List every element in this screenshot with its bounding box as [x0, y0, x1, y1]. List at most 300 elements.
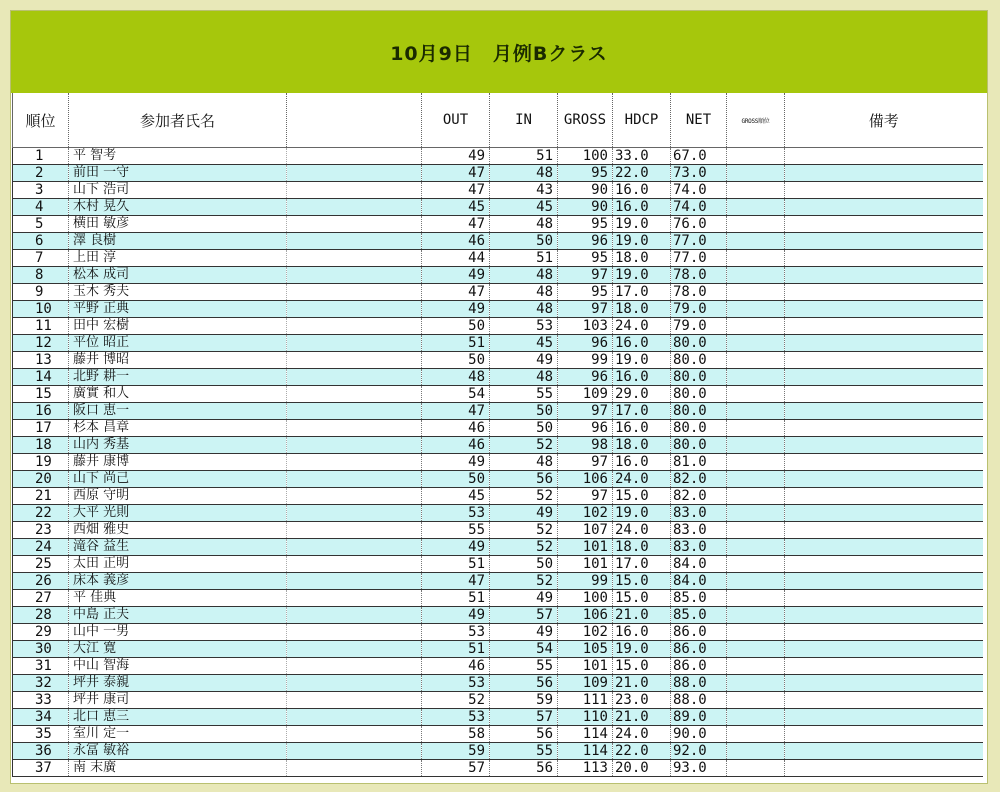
- cell-out: 58: [422, 726, 490, 743]
- results-sheet: [10, 10, 988, 784]
- cell-spacer: [287, 250, 422, 267]
- cell-rank: 31: [13, 658, 69, 675]
- cell-name: 大江 寛: [69, 641, 287, 658]
- table-row: [13, 233, 983, 250]
- cell-hdcp: 17.0: [613, 284, 671, 301]
- cell-spacer: [287, 335, 422, 352]
- cell-net: 78.0: [671, 284, 727, 301]
- cell-rank: 13: [13, 352, 69, 369]
- cell-gross-rank: [727, 335, 785, 352]
- cell-name: 横田 敏彦: [69, 216, 287, 233]
- cell-net: 73.0: [671, 165, 727, 182]
- cell-hdcp: 18.0: [613, 301, 671, 318]
- cell-net: 80.0: [671, 335, 727, 352]
- cell-gross-rank: [727, 624, 785, 641]
- cell-gross-rank: [727, 165, 785, 182]
- cell-spacer: [287, 709, 422, 726]
- cell-in: 50: [490, 233, 558, 250]
- cell-gross-rank: [727, 658, 785, 675]
- cell-spacer: [287, 522, 422, 539]
- header-net: NET: [671, 93, 727, 148]
- cell-gross: 90: [558, 182, 613, 199]
- cell-net: 80.0: [671, 403, 727, 420]
- cell-gross: 110: [558, 709, 613, 726]
- cell-hdcp: 24.0: [613, 726, 671, 743]
- cell-notes: [785, 760, 983, 777]
- cell-hdcp: 18.0: [613, 250, 671, 267]
- cell-in: 52: [490, 573, 558, 590]
- cell-notes: [785, 386, 983, 403]
- cell-in: 57: [490, 709, 558, 726]
- cell-rank: 32: [13, 675, 69, 692]
- cell-rank: 16: [13, 403, 69, 420]
- table-row: [13, 658, 983, 675]
- cell-out: 49: [422, 607, 490, 624]
- cell-hdcp: 23.0: [613, 692, 671, 709]
- cell-notes: [785, 437, 983, 454]
- cell-gross-rank: [727, 403, 785, 420]
- table-row: [13, 675, 983, 692]
- table-row: [13, 437, 983, 454]
- cell-spacer: [287, 216, 422, 233]
- cell-in: 52: [490, 488, 558, 505]
- cell-spacer: [287, 165, 422, 182]
- cell-name: 玉木 秀夫: [69, 284, 287, 301]
- cell-net: 77.0: [671, 233, 727, 250]
- cell-name: 滝谷 益生: [69, 539, 287, 556]
- cell-out: 46: [422, 233, 490, 250]
- cell-notes: [785, 352, 983, 369]
- cell-notes: [785, 335, 983, 352]
- header-name: 参加者氏名: [69, 93, 287, 148]
- cell-out: 47: [422, 403, 490, 420]
- cell-net: 83.0: [671, 522, 727, 539]
- table-row: [13, 250, 983, 267]
- cell-hdcp: 24.0: [613, 318, 671, 335]
- cell-net: 83.0: [671, 505, 727, 522]
- cell-in: 52: [490, 522, 558, 539]
- cell-in: 57: [490, 607, 558, 624]
- cell-gross: 97: [558, 403, 613, 420]
- cell-in: 43: [490, 182, 558, 199]
- cell-name: 藤井 康博: [69, 454, 287, 471]
- cell-spacer: [287, 658, 422, 675]
- cell-gross: 97: [558, 267, 613, 284]
- cell-out: 49: [422, 301, 490, 318]
- cell-hdcp: 15.0: [613, 658, 671, 675]
- cell-name: 山下 浩司: [69, 182, 287, 199]
- header-notes: 備考: [785, 93, 983, 148]
- cell-gross-rank: [727, 250, 785, 267]
- cell-in: 55: [490, 386, 558, 403]
- cell-out: 53: [422, 675, 490, 692]
- cell-notes: [785, 403, 983, 420]
- table-row: [13, 165, 983, 182]
- cell-spacer: [287, 199, 422, 216]
- table-row: [13, 335, 983, 352]
- cell-net: 85.0: [671, 590, 727, 607]
- cell-net: 67.0: [671, 148, 727, 165]
- cell-hdcp: 33.0: [613, 148, 671, 165]
- cell-gross: 95: [558, 165, 613, 182]
- cell-rank: 37: [13, 760, 69, 777]
- cell-gross: 103: [558, 318, 613, 335]
- table-row: [13, 454, 983, 471]
- cell-in: 56: [490, 726, 558, 743]
- cell-notes: [785, 318, 983, 335]
- cell-name: 太田 正明: [69, 556, 287, 573]
- cell-hdcp: 15.0: [613, 488, 671, 505]
- cell-rank: 28: [13, 607, 69, 624]
- cell-spacer: [287, 420, 422, 437]
- cell-in: 49: [490, 505, 558, 522]
- cell-out: 49: [422, 539, 490, 556]
- cell-gross-rank: [727, 488, 785, 505]
- cell-notes: [785, 148, 983, 165]
- cell-out: 52: [422, 692, 490, 709]
- cell-net: 88.0: [671, 692, 727, 709]
- cell-spacer: [287, 607, 422, 624]
- cell-notes: [785, 284, 983, 301]
- cell-in: 49: [490, 352, 558, 369]
- cell-notes: [785, 471, 983, 488]
- cell-out: 55: [422, 522, 490, 539]
- cell-gross: 101: [558, 539, 613, 556]
- cell-hdcp: 16.0: [613, 624, 671, 641]
- cell-gross-rank: [727, 386, 785, 403]
- cell-net: 92.0: [671, 743, 727, 760]
- cell-gross-rank: [727, 420, 785, 437]
- cell-rank: 18: [13, 437, 69, 454]
- table-row: [13, 352, 983, 369]
- cell-rank: 7: [13, 250, 69, 267]
- cell-net: 82.0: [671, 488, 727, 505]
- cell-out: 47: [422, 216, 490, 233]
- cell-notes: [785, 216, 983, 233]
- cell-hdcp: 16.0: [613, 199, 671, 216]
- cell-notes: [785, 726, 983, 743]
- table-row: [13, 573, 983, 590]
- cell-gross-rank: [727, 454, 785, 471]
- cell-rank: 8: [13, 267, 69, 284]
- cell-gross: 109: [558, 386, 613, 403]
- table-row: [13, 386, 983, 403]
- cell-name: 山内 秀基: [69, 437, 287, 454]
- header-gross: GROSS: [558, 93, 613, 148]
- cell-rank: 21: [13, 488, 69, 505]
- cell-rank: 19: [13, 454, 69, 471]
- cell-gross-rank: [727, 539, 785, 556]
- cell-hdcp: 22.0: [613, 743, 671, 760]
- cell-rank: 26: [13, 573, 69, 590]
- cell-gross-rank: [727, 573, 785, 590]
- cell-out: 51: [422, 556, 490, 573]
- cell-net: 79.0: [671, 301, 727, 318]
- cell-hdcp: 19.0: [613, 505, 671, 522]
- cell-out: 51: [422, 590, 490, 607]
- table-row: [13, 556, 983, 573]
- cell-name: 南 末廣: [69, 760, 287, 777]
- table-row: [13, 148, 983, 165]
- cell-out: 49: [422, 267, 490, 284]
- cell-gross: 107: [558, 522, 613, 539]
- cell-name: 澤 良樹: [69, 233, 287, 250]
- table-row: [13, 539, 983, 556]
- cell-out: 44: [422, 250, 490, 267]
- cell-gross: 101: [558, 556, 613, 573]
- cell-in: 54: [490, 641, 558, 658]
- cell-in: 50: [490, 403, 558, 420]
- table-row: [13, 590, 983, 607]
- cell-net: 74.0: [671, 199, 727, 216]
- cell-gross-rank: [727, 233, 785, 250]
- cell-gross: 114: [558, 743, 613, 760]
- cell-rank: 14: [13, 369, 69, 386]
- cell-hdcp: 19.0: [613, 267, 671, 284]
- cell-gross: 100: [558, 590, 613, 607]
- cell-rank: 17: [13, 420, 69, 437]
- cell-gross: 98: [558, 437, 613, 454]
- cell-gross-rank: [727, 709, 785, 726]
- cell-spacer: [287, 318, 422, 335]
- cell-name: 平 佳典: [69, 590, 287, 607]
- cell-hdcp: 18.0: [613, 539, 671, 556]
- cell-net: 80.0: [671, 386, 727, 403]
- cell-gross-rank: [727, 471, 785, 488]
- cell-out: 57: [422, 760, 490, 777]
- cell-notes: [785, 556, 983, 573]
- table-row: [13, 301, 983, 318]
- cell-name: 松本 成司: [69, 267, 287, 284]
- header-hdcp: HDCP: [613, 93, 671, 148]
- cell-gross: 97: [558, 488, 613, 505]
- table-row: [13, 709, 983, 726]
- cell-rank: 27: [13, 590, 69, 607]
- cell-rank: 29: [13, 624, 69, 641]
- cell-out: 50: [422, 318, 490, 335]
- cell-out: 45: [422, 488, 490, 505]
- cell-in: 48: [490, 216, 558, 233]
- cell-rank: 2: [13, 165, 69, 182]
- table-row: [13, 624, 983, 641]
- cell-gross: 99: [558, 573, 613, 590]
- cell-name: 藤井 博昭: [69, 352, 287, 369]
- cell-gross: 95: [558, 250, 613, 267]
- cell-spacer: [287, 233, 422, 250]
- cell-in: 48: [490, 369, 558, 386]
- cell-notes: [785, 267, 983, 284]
- cell-hdcp: 22.0: [613, 165, 671, 182]
- cell-gross-rank: [727, 743, 785, 760]
- header-spacer: [287, 93, 422, 148]
- cell-gross-rank: [727, 182, 785, 199]
- cell-in: 48: [490, 284, 558, 301]
- cell-spacer: [287, 352, 422, 369]
- cell-spacer: [287, 386, 422, 403]
- cell-out: 47: [422, 284, 490, 301]
- table-row: [13, 284, 983, 301]
- cell-net: 85.0: [671, 607, 727, 624]
- cell-name: 阪口 恵一: [69, 403, 287, 420]
- cell-hdcp: 19.0: [613, 641, 671, 658]
- cell-rank: 25: [13, 556, 69, 573]
- table-row: [13, 471, 983, 488]
- cell-hdcp: 24.0: [613, 471, 671, 488]
- cell-notes: [785, 199, 983, 216]
- cell-notes: [785, 522, 983, 539]
- cell-spacer: [287, 573, 422, 590]
- cell-net: 86.0: [671, 658, 727, 675]
- cell-spacer: [287, 539, 422, 556]
- cell-hdcp: 16.0: [613, 420, 671, 437]
- table-row: [13, 522, 983, 539]
- cell-gross-rank: [727, 148, 785, 165]
- cell-in: 51: [490, 250, 558, 267]
- cell-spacer: [287, 590, 422, 607]
- header-row: [13, 93, 983, 148]
- cell-in: 55: [490, 743, 558, 760]
- cell-gross: 97: [558, 301, 613, 318]
- cell-rank: 5: [13, 216, 69, 233]
- cell-out: 51: [422, 335, 490, 352]
- header-gross-rank: GROSS順位: [727, 93, 785, 148]
- cell-gross-rank: [727, 556, 785, 573]
- cell-gross: 111: [558, 692, 613, 709]
- cell-rank: 10: [13, 301, 69, 318]
- cell-rank: 35: [13, 726, 69, 743]
- cell-spacer: [287, 760, 422, 777]
- cell-notes: [785, 743, 983, 760]
- cell-spacer: [287, 182, 422, 199]
- header-rank: 順位: [13, 93, 69, 148]
- cell-gross: 90: [558, 199, 613, 216]
- cell-net: 84.0: [671, 573, 727, 590]
- cell-gross-rank: [727, 522, 785, 539]
- cell-gross-rank: [727, 675, 785, 692]
- cell-net: 81.0: [671, 454, 727, 471]
- cell-net: 80.0: [671, 437, 727, 454]
- cell-spacer: [287, 369, 422, 386]
- cell-name: 西畑 雅史: [69, 522, 287, 539]
- cell-gross: 113: [558, 760, 613, 777]
- cell-in: 52: [490, 539, 558, 556]
- cell-hdcp: 29.0: [613, 386, 671, 403]
- results-table: [12, 93, 983, 777]
- cell-hdcp: 16.0: [613, 454, 671, 471]
- cell-name: 坪井 泰親: [69, 675, 287, 692]
- cell-spacer: [287, 267, 422, 284]
- cell-in: 56: [490, 471, 558, 488]
- cell-gross: 96: [558, 420, 613, 437]
- cell-spacer: [287, 556, 422, 573]
- cell-notes: [785, 573, 983, 590]
- cell-name: 上田 淳: [69, 250, 287, 267]
- cell-out: 53: [422, 709, 490, 726]
- cell-name: 西原 守明: [69, 488, 287, 505]
- cell-rank: 9: [13, 284, 69, 301]
- cell-gross-rank: [727, 641, 785, 658]
- cell-in: 48: [490, 267, 558, 284]
- cell-in: 49: [490, 624, 558, 641]
- cell-name: 山中 一男: [69, 624, 287, 641]
- cell-gross: 102: [558, 505, 613, 522]
- cell-spacer: [287, 692, 422, 709]
- cell-gross: 100: [558, 148, 613, 165]
- cell-out: 46: [422, 437, 490, 454]
- cell-in: 53: [490, 318, 558, 335]
- table-row: [13, 607, 983, 624]
- table-row: [13, 726, 983, 743]
- cell-name: 平 智考: [69, 148, 287, 165]
- cell-hdcp: 17.0: [613, 556, 671, 573]
- cell-notes: [785, 641, 983, 658]
- cell-net: 79.0: [671, 318, 727, 335]
- cell-name: 平野 正典: [69, 301, 287, 318]
- cell-gross: 105: [558, 641, 613, 658]
- cell-gross-rank: [727, 199, 785, 216]
- cell-out: 47: [422, 182, 490, 199]
- cell-rank: 33: [13, 692, 69, 709]
- cell-net: 86.0: [671, 641, 727, 658]
- cell-out: 53: [422, 624, 490, 641]
- cell-hdcp: 16.0: [613, 335, 671, 352]
- cell-notes: [785, 301, 983, 318]
- cell-net: 77.0: [671, 250, 727, 267]
- cell-spacer: [287, 488, 422, 505]
- cell-net: 88.0: [671, 675, 727, 692]
- cell-hdcp: 19.0: [613, 233, 671, 250]
- cell-gross: 95: [558, 216, 613, 233]
- table-row: [13, 505, 983, 522]
- cell-rank: 4: [13, 199, 69, 216]
- cell-gross: 95: [558, 284, 613, 301]
- cell-gross-rank: [727, 590, 785, 607]
- table-row: [13, 743, 983, 760]
- cell-rank: 3: [13, 182, 69, 199]
- cell-name: 山下 尚己: [69, 471, 287, 488]
- cell-name: 杉本 昌章: [69, 420, 287, 437]
- cell-in: 48: [490, 301, 558, 318]
- table-row: [13, 216, 983, 233]
- cell-notes: [785, 590, 983, 607]
- table-row: [13, 420, 983, 437]
- table-row: [13, 182, 983, 199]
- cell-net: 93.0: [671, 760, 727, 777]
- cell-out: 46: [422, 420, 490, 437]
- cell-name: 中山 智海: [69, 658, 287, 675]
- cell-spacer: [287, 454, 422, 471]
- cell-rank: 6: [13, 233, 69, 250]
- cell-out: 51: [422, 641, 490, 658]
- cell-spacer: [287, 505, 422, 522]
- cell-gross-rank: [727, 301, 785, 318]
- cell-hdcp: 17.0: [613, 403, 671, 420]
- cell-out: 48: [422, 369, 490, 386]
- cell-gross-rank: [727, 726, 785, 743]
- cell-notes: [785, 709, 983, 726]
- cell-out: 49: [422, 148, 490, 165]
- cell-net: 80.0: [671, 369, 727, 386]
- cell-gross: 96: [558, 233, 613, 250]
- cell-spacer: [287, 675, 422, 692]
- cell-gross-rank: [727, 692, 785, 709]
- cell-out: 46: [422, 658, 490, 675]
- table-row: [13, 369, 983, 386]
- cell-net: 86.0: [671, 624, 727, 641]
- cell-name: 北口 恵三: [69, 709, 287, 726]
- cell-net: 84.0: [671, 556, 727, 573]
- cell-hdcp: 21.0: [613, 709, 671, 726]
